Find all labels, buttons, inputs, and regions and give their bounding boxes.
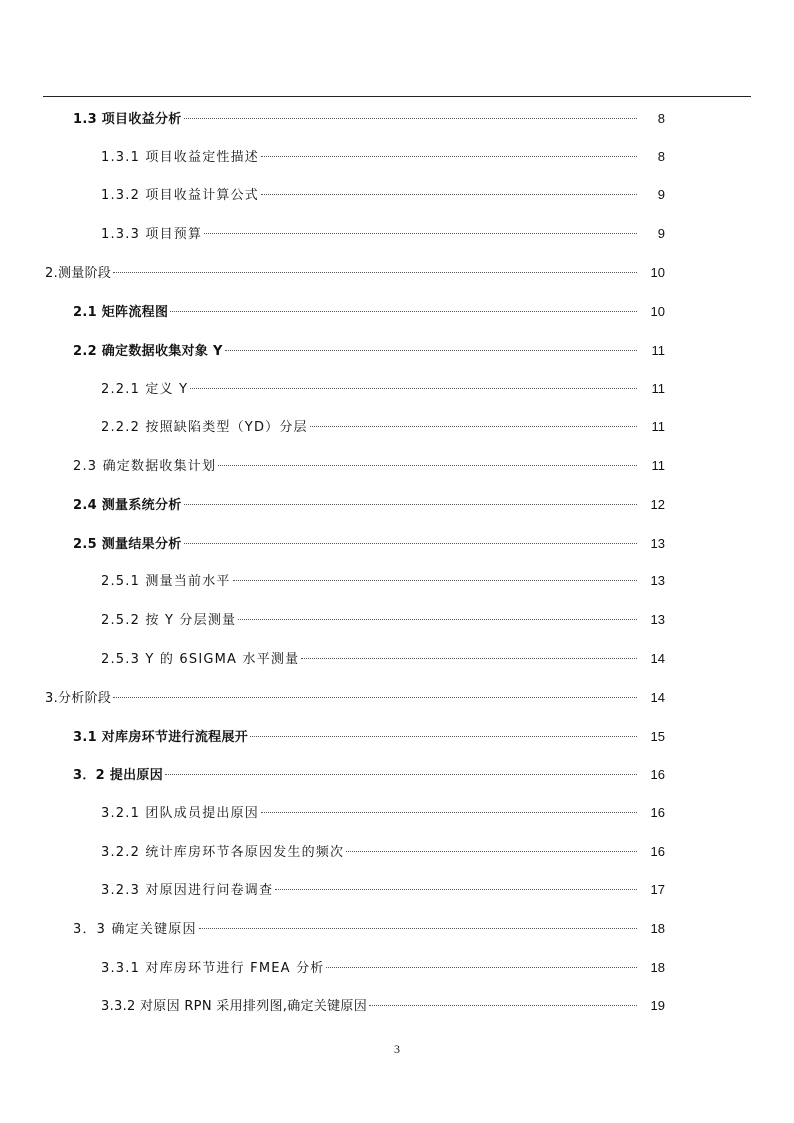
dot-leader (165, 774, 637, 775)
toc-page-number: 19 (650, 998, 665, 1013)
dot-leader (199, 928, 637, 929)
toc-entry-3-1[interactable] (73, 727, 665, 747)
toc-entry-2-3[interactable] (73, 456, 665, 476)
toc-entry-2-2-2[interactable] (101, 417, 665, 437)
toc-page-number: 11 (651, 343, 665, 358)
dot-leader (184, 543, 637, 544)
toc-page-number: 11 (651, 419, 665, 434)
toc-entry-label: 3.1 对库房环节进行流程展开 (73, 730, 249, 745)
dot-leader (113, 272, 637, 273)
toc-entry-3-2-2[interactable] (101, 842, 665, 862)
toc-entry-2-5-3[interactable] (101, 649, 665, 669)
toc-entry-label: 1.3.2 项目收益计算公式 (101, 188, 260, 203)
toc-entry-label: 2.1 矩阵流程图 (73, 305, 169, 320)
toc-entry-1-3-3[interactable] (101, 224, 665, 244)
toc-entry-3-2[interactable] (73, 765, 665, 785)
dot-leader (184, 118, 637, 119)
toc-entry-2[interactable] (45, 263, 665, 283)
toc-page-number: 14 (650, 651, 665, 666)
toc-page-number: 9 (657, 187, 665, 202)
toc-entry-2-2[interactable] (73, 341, 665, 361)
toc-entry-label: 3.分析阶段 (45, 691, 112, 706)
toc-page-number: 16 (650, 844, 665, 859)
toc-entry-label: 3.2.1 团队成员提出原因 (101, 806, 260, 821)
toc-page-number: 14 (650, 690, 665, 705)
toc-entry-2-1[interactable] (73, 302, 665, 322)
toc-entry-label: 2.5.3 Y 的 6SIGMA 水平测量 (101, 652, 300, 667)
toc-entry-3-3-1[interactable] (101, 958, 665, 978)
dot-leader (261, 812, 637, 813)
dot-leader (238, 619, 637, 620)
toc-entry-label: 3.2.3 对原因进行问卷调查 (101, 883, 274, 898)
toc-page-number: 9 (657, 226, 665, 241)
toc-entry-1-3-2[interactable] (101, 185, 665, 205)
dot-leader (218, 465, 637, 466)
toc-entry-label: 2.2 确定数据收集对象 Y (73, 344, 223, 359)
toc-entry-3-2-3[interactable] (101, 880, 665, 900)
toc-page-number: 11 (651, 458, 665, 473)
dot-leader (369, 1005, 637, 1006)
toc-page-number: 13 (650, 536, 665, 551)
toc-entry-3[interactable] (45, 688, 665, 708)
toc-entry-label: 2.2.2 按照缺陷类型（YD）分层 (101, 420, 308, 435)
dot-leader (113, 697, 637, 698)
dot-leader (204, 233, 637, 234)
toc-entry-3-3[interactable] (73, 919, 665, 939)
dot-leader (261, 194, 637, 195)
dot-leader (170, 311, 637, 312)
toc-page-number: 15 (650, 729, 665, 744)
toc-entry-label: 2.3 确定数据收集计划 (73, 459, 217, 474)
toc-entry-label: 2.4 测量系统分析 (73, 498, 182, 513)
toc-page-number: 8 (657, 111, 665, 126)
toc-page-number: 16 (650, 805, 665, 820)
dot-leader (301, 658, 637, 659)
dot-leader (184, 504, 637, 505)
toc-page-number: 17 (650, 882, 665, 897)
toc-entry-label: 1.3.3 项目预算 (101, 227, 203, 242)
dot-leader (346, 851, 637, 852)
toc-page-number: 13 (650, 612, 665, 627)
toc-entry-3-2-1[interactable] (101, 803, 665, 823)
toc-entry-label: 2.测量阶段 (45, 266, 112, 281)
dot-leader (275, 889, 637, 890)
dot-leader (250, 736, 637, 737)
dot-leader (190, 388, 637, 389)
toc-entry-2-5[interactable] (73, 534, 665, 554)
toc-entry-label: 2.5 测量结果分析 (73, 537, 182, 552)
dot-leader (326, 967, 637, 968)
toc-entry-label: 3．3 确定关键原因 (73, 922, 197, 937)
toc-page-number: 18 (650, 921, 665, 936)
toc-entry-label: 1.3 项目收益分析 (73, 112, 182, 127)
toc-page-number: 10 (650, 304, 665, 319)
toc-entry-label: 2.5.1 测量当前水平 (101, 574, 231, 589)
toc-entry-2-5-2[interactable] (101, 610, 665, 630)
toc-entry-label: 2.2.1 定义 Y (101, 382, 189, 397)
toc-page-number: 13 (650, 573, 665, 588)
toc-entry-2-4[interactable] (73, 495, 665, 515)
toc-page-number: 12 (650, 497, 665, 512)
toc-page-number: 11 (651, 381, 665, 396)
toc-entry-label: 3.3.1 对库房环节进行 FMEA 分析 (101, 961, 325, 976)
toc-entry-label: 1.3.1 项目收益定性描述 (101, 150, 260, 165)
toc-page-number: 8 (657, 149, 665, 164)
dot-leader (261, 156, 637, 157)
toc-entry-1-3-1[interactable] (101, 147, 665, 167)
toc-entry-2-5-1[interactable] (101, 571, 665, 591)
toc-entry-3-3-2[interactable] (101, 996, 665, 1016)
dot-leader (310, 426, 637, 427)
toc-page-number: 18 (650, 960, 665, 975)
toc-entry-1-3[interactable] (73, 109, 665, 129)
page-number: 3 (394, 1042, 400, 1056)
toc-entry-label: 2.5.2 按 Y 分层测量 (101, 613, 237, 628)
toc-page-number: 16 (650, 767, 665, 782)
toc-entry-label: 3．2 提出原因 (73, 768, 164, 783)
toc-entry-label: 3.3.2 对原因 RPN 采用排列图,确定关键原因 (101, 999, 368, 1014)
dot-leader (225, 350, 637, 351)
toc-entry-label: 3.2.2 统计库房环节各原因发生的频次 (101, 845, 345, 860)
toc-page-number: 10 (650, 265, 665, 280)
dot-leader (233, 580, 637, 581)
toc-entry-2-2-1[interactable] (101, 379, 665, 399)
